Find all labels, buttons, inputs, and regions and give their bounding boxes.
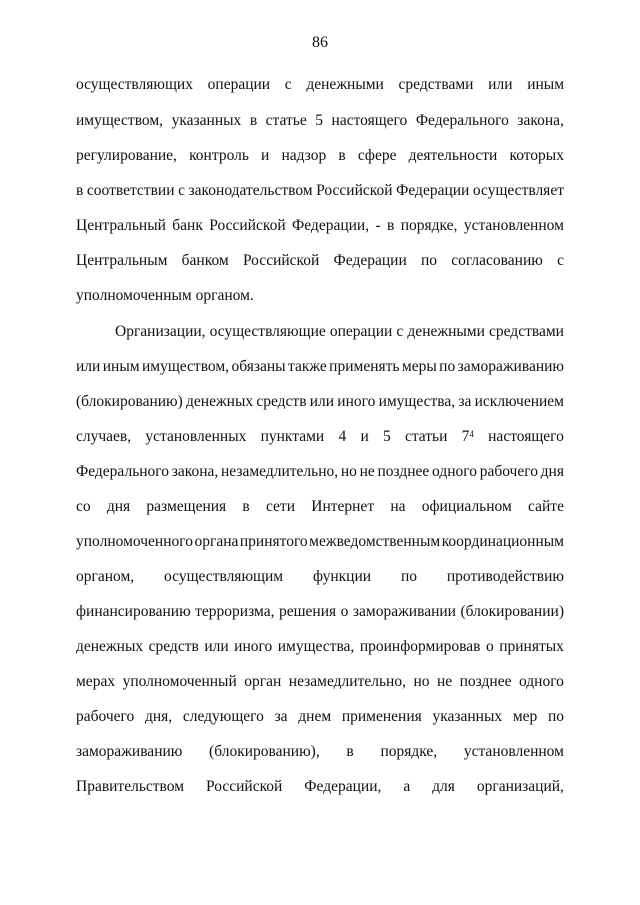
word: указанных bbox=[432, 708, 503, 725]
word: регулирование, bbox=[76, 147, 177, 164]
word: денежными bbox=[306, 76, 384, 93]
word: Правительством bbox=[76, 778, 185, 795]
word: или bbox=[488, 76, 513, 93]
word: замораживании bbox=[352, 603, 456, 620]
word: в bbox=[76, 182, 84, 199]
word: позднее bbox=[377, 463, 430, 480]
word: имуществом, bbox=[76, 112, 164, 129]
word: следующего bbox=[182, 708, 264, 725]
word: рабочего bbox=[479, 463, 538, 480]
word: статье bbox=[265, 112, 307, 129]
word: днем bbox=[298, 708, 332, 725]
word: - bbox=[375, 217, 381, 234]
word: Федерального bbox=[76, 463, 170, 480]
word: банк bbox=[172, 217, 203, 234]
word: дня, bbox=[144, 708, 173, 725]
word: применения bbox=[341, 708, 422, 725]
word: обязаны bbox=[231, 358, 286, 375]
text-line bbox=[76, 74, 564, 96]
word: организаций, bbox=[476, 778, 564, 795]
text-line bbox=[76, 145, 564, 167]
word: дня bbox=[540, 463, 564, 480]
word: но bbox=[413, 673, 430, 690]
word: уполномоченный bbox=[122, 673, 237, 690]
word: контроль bbox=[189, 147, 249, 164]
text-line bbox=[76, 180, 564, 202]
word: или bbox=[309, 393, 335, 410]
text-line bbox=[76, 566, 564, 588]
word: официальном bbox=[421, 498, 512, 515]
word: согласованию bbox=[451, 252, 543, 269]
word: решения bbox=[278, 603, 337, 620]
text-line bbox=[76, 356, 564, 378]
word: или bbox=[76, 358, 101, 375]
word: Центральный bbox=[76, 217, 166, 234]
word: Федерального bbox=[415, 112, 509, 129]
word: со bbox=[76, 498, 91, 515]
word: незамедлительно, bbox=[220, 463, 339, 480]
word: или bbox=[204, 638, 229, 655]
word: настоящего bbox=[331, 112, 408, 129]
word: но bbox=[340, 463, 357, 480]
word: за bbox=[274, 708, 288, 725]
word: исключением bbox=[474, 393, 564, 410]
word: с bbox=[557, 252, 564, 269]
word: (блокированию), bbox=[209, 743, 320, 760]
word: банком bbox=[181, 252, 229, 269]
word: средствами bbox=[489, 323, 564, 340]
word: позднее bbox=[459, 673, 512, 690]
word: в bbox=[242, 498, 250, 515]
text-line bbox=[76, 250, 564, 272]
text-line bbox=[76, 110, 564, 132]
text-line: уполномоченным органом. bbox=[76, 287, 254, 304]
word-with-superscript: $7^4$ bbox=[461, 428, 474, 445]
word: средств bbox=[256, 393, 307, 410]
word: Российской bbox=[242, 252, 320, 269]
word: не bbox=[436, 673, 453, 690]
word: имущества, bbox=[378, 393, 456, 410]
word: соответствии bbox=[86, 182, 175, 199]
text-line bbox=[76, 776, 564, 798]
word: операции bbox=[207, 76, 271, 93]
word: о bbox=[485, 638, 494, 655]
word: применять bbox=[329, 358, 400, 375]
word: которых bbox=[509, 147, 564, 164]
word: порядке, bbox=[380, 743, 438, 760]
text-line bbox=[76, 706, 564, 728]
text-line bbox=[76, 741, 564, 763]
word: порядке, bbox=[400, 217, 458, 234]
word: денежными bbox=[407, 323, 485, 340]
word: межведомственным bbox=[309, 533, 441, 550]
text-line bbox=[76, 601, 564, 623]
word: с bbox=[284, 76, 292, 93]
word: о bbox=[340, 603, 349, 620]
text-line bbox=[76, 461, 564, 483]
word: закона, bbox=[517, 112, 564, 129]
word: по bbox=[400, 568, 417, 585]
word: координационным bbox=[441, 533, 564, 550]
word: иным bbox=[527, 76, 564, 93]
word: деятельности bbox=[408, 147, 498, 164]
word: орган bbox=[244, 673, 282, 690]
word: замораживанию bbox=[457, 358, 564, 375]
word: осуществляющих bbox=[76, 76, 193, 93]
word: иного bbox=[234, 638, 273, 655]
text-line bbox=[76, 215, 564, 237]
word: средств bbox=[148, 638, 199, 655]
word: с bbox=[178, 182, 185, 199]
word: не bbox=[359, 463, 375, 480]
word: мер bbox=[512, 708, 538, 725]
word: 4 bbox=[338, 428, 347, 445]
word: по bbox=[547, 708, 564, 725]
word: установленных bbox=[145, 428, 247, 445]
word: Федерации bbox=[333, 252, 407, 269]
word: проинформировав bbox=[359, 638, 481, 655]
word: Организации, bbox=[115, 323, 206, 340]
word: терроризма, bbox=[195, 603, 275, 620]
word: случаев, bbox=[76, 428, 132, 445]
word: сайте bbox=[528, 498, 564, 515]
word: функции bbox=[312, 568, 372, 585]
word: надзор bbox=[281, 147, 327, 164]
word: закона, bbox=[171, 463, 219, 480]
word: принятых bbox=[499, 638, 564, 655]
word: осуществляет bbox=[472, 182, 564, 199]
word: размещения bbox=[146, 498, 227, 515]
word: противодействию bbox=[446, 568, 564, 585]
word: статьи bbox=[404, 428, 448, 445]
word: осуществляющие bbox=[209, 323, 326, 340]
word: в bbox=[249, 112, 258, 129]
word: денежных bbox=[186, 393, 254, 410]
word: на bbox=[390, 498, 406, 515]
word: в bbox=[387, 217, 395, 234]
text-line bbox=[76, 496, 564, 518]
word: денежных bbox=[76, 638, 144, 655]
word: в bbox=[346, 743, 354, 760]
word: незамедлительно, bbox=[288, 673, 406, 690]
superscript: 4 bbox=[469, 429, 474, 439]
text-line bbox=[76, 391, 564, 413]
word: установленном bbox=[463, 743, 564, 760]
word: по bbox=[439, 358, 456, 375]
word: за bbox=[458, 393, 472, 410]
word: Федерации, bbox=[304, 778, 382, 795]
word: средствами bbox=[398, 76, 474, 93]
word: одного bbox=[432, 463, 477, 480]
page-number: 86 bbox=[312, 34, 328, 51]
word: 5 bbox=[315, 112, 323, 129]
line-segment: настоящего bbox=[488, 428, 564, 445]
word: принятого bbox=[239, 533, 308, 550]
word: а bbox=[403, 778, 411, 795]
word: имущества, bbox=[277, 638, 355, 655]
word: установленном bbox=[463, 217, 564, 234]
word: финансированию bbox=[76, 603, 191, 620]
text-line bbox=[76, 671, 564, 693]
word: иным bbox=[102, 358, 140, 375]
word: мерах bbox=[76, 673, 116, 690]
word: и bbox=[261, 147, 270, 164]
text-line bbox=[76, 636, 564, 658]
word: органом, bbox=[76, 568, 135, 585]
word: пунктами bbox=[260, 428, 325, 445]
word: одного bbox=[518, 673, 564, 690]
word: Российской bbox=[209, 217, 286, 234]
word: также bbox=[287, 358, 327, 375]
word: законодательством bbox=[188, 182, 313, 199]
word: уполномоченного bbox=[76, 533, 193, 550]
word: операции bbox=[329, 323, 393, 340]
word: 5 bbox=[382, 428, 391, 445]
word: сети bbox=[265, 498, 296, 515]
word: органа bbox=[194, 533, 239, 550]
word: Федерации bbox=[396, 182, 470, 199]
text-line-with-superscript bbox=[76, 426, 564, 448]
word: меры bbox=[401, 358, 437, 375]
word: и bbox=[360, 428, 369, 445]
word: замораживанию bbox=[76, 743, 183, 760]
word: указанных bbox=[171, 112, 242, 129]
word: по bbox=[420, 252, 438, 269]
word: иного bbox=[337, 393, 376, 410]
word: дня bbox=[106, 498, 131, 515]
word: Интернет bbox=[311, 498, 375, 515]
word: имуществом, bbox=[141, 358, 230, 375]
word: Федерации, bbox=[292, 217, 370, 234]
word: (блокировании) bbox=[460, 603, 564, 620]
text-line bbox=[76, 531, 564, 553]
word: сфере bbox=[357, 147, 397, 164]
word: осуществляющим bbox=[164, 568, 284, 585]
word: Центральным bbox=[76, 252, 168, 269]
paragraph-first-line bbox=[115, 321, 564, 343]
word: Российской bbox=[205, 778, 283, 795]
word: рабочего bbox=[76, 708, 135, 725]
word: для bbox=[432, 778, 455, 795]
word: в bbox=[338, 147, 346, 164]
word: Российской bbox=[316, 182, 393, 199]
word: с bbox=[396, 323, 404, 340]
word: (блокированию) bbox=[76, 393, 183, 410]
